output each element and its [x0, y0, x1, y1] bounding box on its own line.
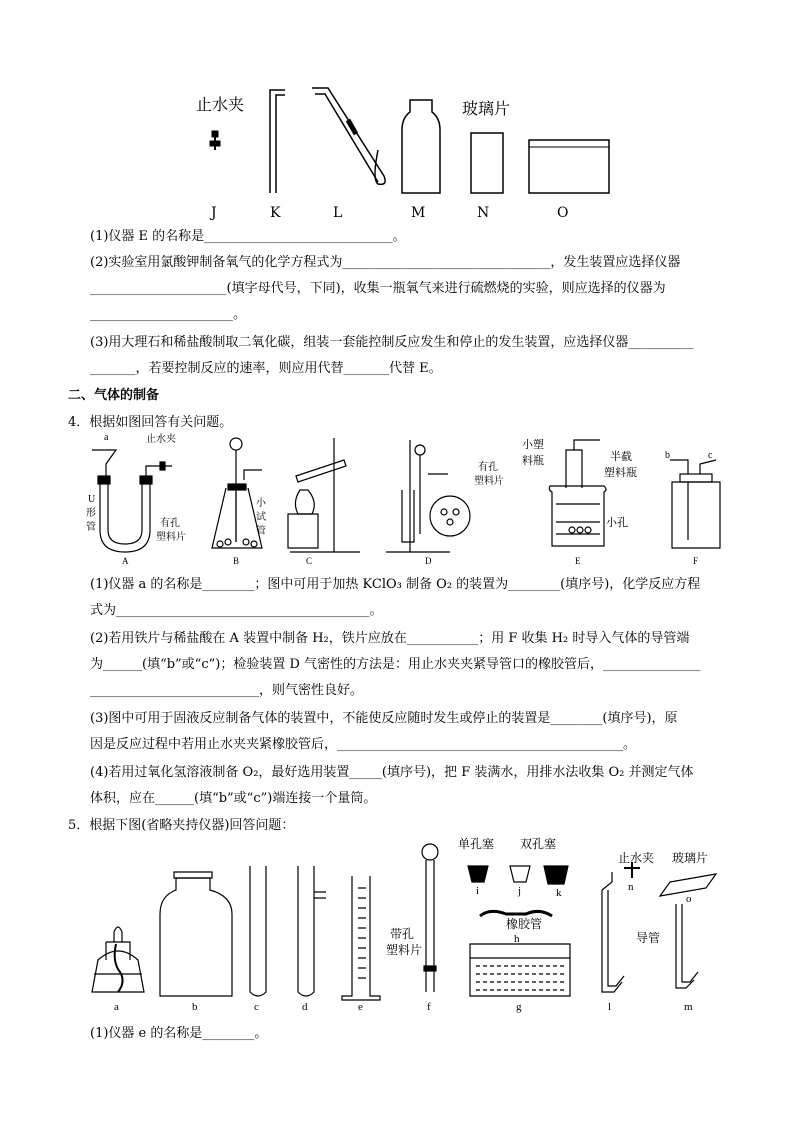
- q4-label-perf1: 有孔: [160, 518, 180, 529]
- q4-label-smallbottle2: 料瓶: [522, 455, 544, 467]
- q4-label-perfd1: 有孔: [478, 462, 498, 473]
- q4-stem: 4．根据如图回答有关问题。: [68, 415, 233, 430]
- q5-label-double: 双孔塞: [520, 837, 557, 851]
- q5-letter-m: m: [684, 1001, 693, 1013]
- stopper-j: [510, 866, 530, 882]
- q5-label-perf1: 带孔: [390, 927, 415, 941]
- q5-letter-b: b: [192, 1001, 198, 1013]
- q5-figure-svg: [0, 832, 794, 1022]
- q5-label-perf2: 塑料片: [386, 943, 423, 957]
- q4-label-perfd2: 塑料片: [474, 476, 504, 487]
- lamp-a: [92, 951, 144, 992]
- label-stop-clamp: 止水夹: [196, 95, 245, 114]
- bent-tube-k: [270, 90, 285, 193]
- q5-label-glass: 玻璃片: [672, 851, 709, 865]
- q5-letter-k: k: [556, 887, 562, 899]
- q5-letter-e: e: [358, 1001, 363, 1013]
- q4-part2-line3: __________________________，则气密性良好。: [90, 683, 364, 698]
- q5-letter-g: g: [516, 1001, 522, 1013]
- stopper-k: [544, 866, 568, 884]
- q4-label-small3: 管: [256, 526, 266, 537]
- q4-letter-e: E: [575, 556, 581, 566]
- bent-tube-l: [312, 88, 385, 184]
- funnel-f: [422, 844, 438, 860]
- q4-label-small1: 小: [256, 498, 266, 509]
- rubber-tube-h: [480, 911, 552, 916]
- stand-d: [386, 440, 450, 552]
- q4-label-stop-clamp: 止水夹: [146, 434, 176, 445]
- q4-part4-line1: (4)若用过氧化氢溶液制备 O₂，最好选用装置_____(填序号)，把 F 装满水，用排水法收集 O₂ 并测定气体: [90, 765, 694, 780]
- gas-jar-n: [471, 133, 503, 193]
- q5-label-clamp: 止水夹: [618, 851, 655, 865]
- letter-o: O: [557, 205, 569, 221]
- letter-k: K: [270, 205, 281, 221]
- q3-part3-line2: _______，若要控制反应的速率，则应用代替_______代替 E。: [90, 361, 442, 376]
- q4-label-smallbottle1: 小塑: [522, 439, 544, 451]
- q5-part1: (1)仪器 e 的名称是________。: [90, 1026, 268, 1041]
- letter-n: N: [477, 205, 490, 221]
- label-glass-sheet: 玻璃片: [462, 99, 511, 118]
- letter-l: L: [333, 205, 343, 221]
- tube-m: [676, 904, 698, 988]
- q5-stem: 5．根据下图(省略夹持仪器)回答问题：: [68, 818, 295, 833]
- q4-label-hole: 小孔: [606, 517, 628, 529]
- q5-letter-a: a: [114, 1001, 119, 1013]
- q5-label-single: 单孔塞: [458, 837, 495, 851]
- q4-part3-line1: (3)图中可用于固液反应制备气体的装置中，不能使反应随时发生或停止的装置是________(填序号)，原: [90, 711, 678, 726]
- q5-letter-h: h: [514, 933, 520, 945]
- q4-letter-c: C: [306, 556, 313, 566]
- tube-l: [602, 890, 624, 992]
- q4-letter-f: F: [693, 556, 699, 566]
- q3-part2-line3: ______________________。: [90, 307, 247, 322]
- q4-label-a: a: [104, 432, 109, 443]
- q5-letter-j: j: [518, 885, 522, 897]
- q4-label-xing: 形: [86, 508, 96, 519]
- section-title-gas-preparation: 二、气体的制备: [68, 388, 160, 403]
- side-arm-tube-d: [298, 866, 326, 996]
- q3-part1: (1)仪器 E 的名称是_____________________________。: [90, 229, 406, 244]
- q4-part1-line1: (1)仪器 a 的名称是________；图中可用于加热 KClO₃ 制备 O₂ 的装置为________(填序号)，化学反应方程: [90, 577, 701, 592]
- q5-letter-d: d: [302, 1001, 308, 1013]
- stopper-i: [468, 866, 488, 882]
- flask-b: [212, 488, 262, 548]
- q4-label-halfbottle1: 半截: [610, 451, 632, 463]
- q4-part3-line2: 因是反应过程中若用止水夹夹紧橡胶管后，____________________________________________。: [90, 737, 637, 752]
- q4-label-b: b: [665, 450, 670, 461]
- letter-m: M: [411, 205, 426, 221]
- q4-letter-b: B: [233, 556, 240, 566]
- stop-clamp-j: [210, 131, 220, 150]
- bottle-b: [160, 878, 232, 996]
- q4-letter-d: D: [425, 556, 432, 566]
- top-figure-svg: [0, 0, 794, 230]
- q4-part4-line2: 体积，应在______(填“b”或“c”)端连接一个量筒。: [90, 791, 377, 806]
- q4-figure-svg: [0, 430, 794, 570]
- q5-letter-n: n: [628, 881, 634, 893]
- test-tube-c: [250, 866, 266, 996]
- q3-part3-line1: (3)用大理石和稀盐酸制取二氧化碳，组装一套能控制反应发生和停止的发生装置，应选择仪器__________: [90, 335, 694, 350]
- wash-bottle-f: [672, 482, 720, 548]
- q5-letter-i: i: [476, 885, 480, 897]
- q4-label-guan: 管: [86, 522, 96, 533]
- q5-label-tube: 导管: [636, 931, 661, 945]
- q4-label-u: U: [88, 494, 96, 505]
- q5-letter-c: c: [254, 1001, 259, 1013]
- q4-label-small2: 试: [256, 512, 266, 523]
- q4-letter-a: A: [122, 556, 129, 566]
- trough-g: [470, 944, 570, 996]
- trough-o: [529, 140, 609, 193]
- q4-label-halfbottle2: 塑料瓶: [604, 467, 637, 479]
- q5-letter-o: o: [686, 893, 692, 905]
- q3-part2-line1: (2)实验室用氯酸钾制备氧气的化学方程式为________________________________，发生装置应选择仪器: [90, 255, 681, 270]
- letter-j: J: [211, 205, 217, 221]
- q4-part2-line2: 为______(填“b”或“c”)；检验装置 D 气密性的方法是：用止水夹夹紧导管口的橡胶管后，_______________: [90, 657, 701, 672]
- q4-part1-line2: 式为_______________________________________。: [90, 603, 383, 618]
- q4-part2-line1: (2)若用铁片与稀盐酸在 A 装置中制备 H₂，铁片应放在___________；用 F 收集 H₂ 时导入气体的导管端: [90, 631, 690, 646]
- q5-letter-f: f: [427, 1001, 431, 1013]
- stand-c: [290, 438, 360, 552]
- bottle-m: [402, 100, 440, 193]
- q4-label-perf2: 塑料片: [156, 532, 186, 543]
- q4-label-c: c: [708, 450, 713, 461]
- q5-label-rubber: 橡胶管: [506, 917, 543, 931]
- q3-part2-line2: _____________________(填字母代号，下同)，收集一瓶氧气来进行硫燃烧的实验，则应选择的仪器为: [90, 281, 666, 296]
- bottle-e: [549, 486, 606, 546]
- q5-letter-l: l: [608, 1001, 612, 1013]
